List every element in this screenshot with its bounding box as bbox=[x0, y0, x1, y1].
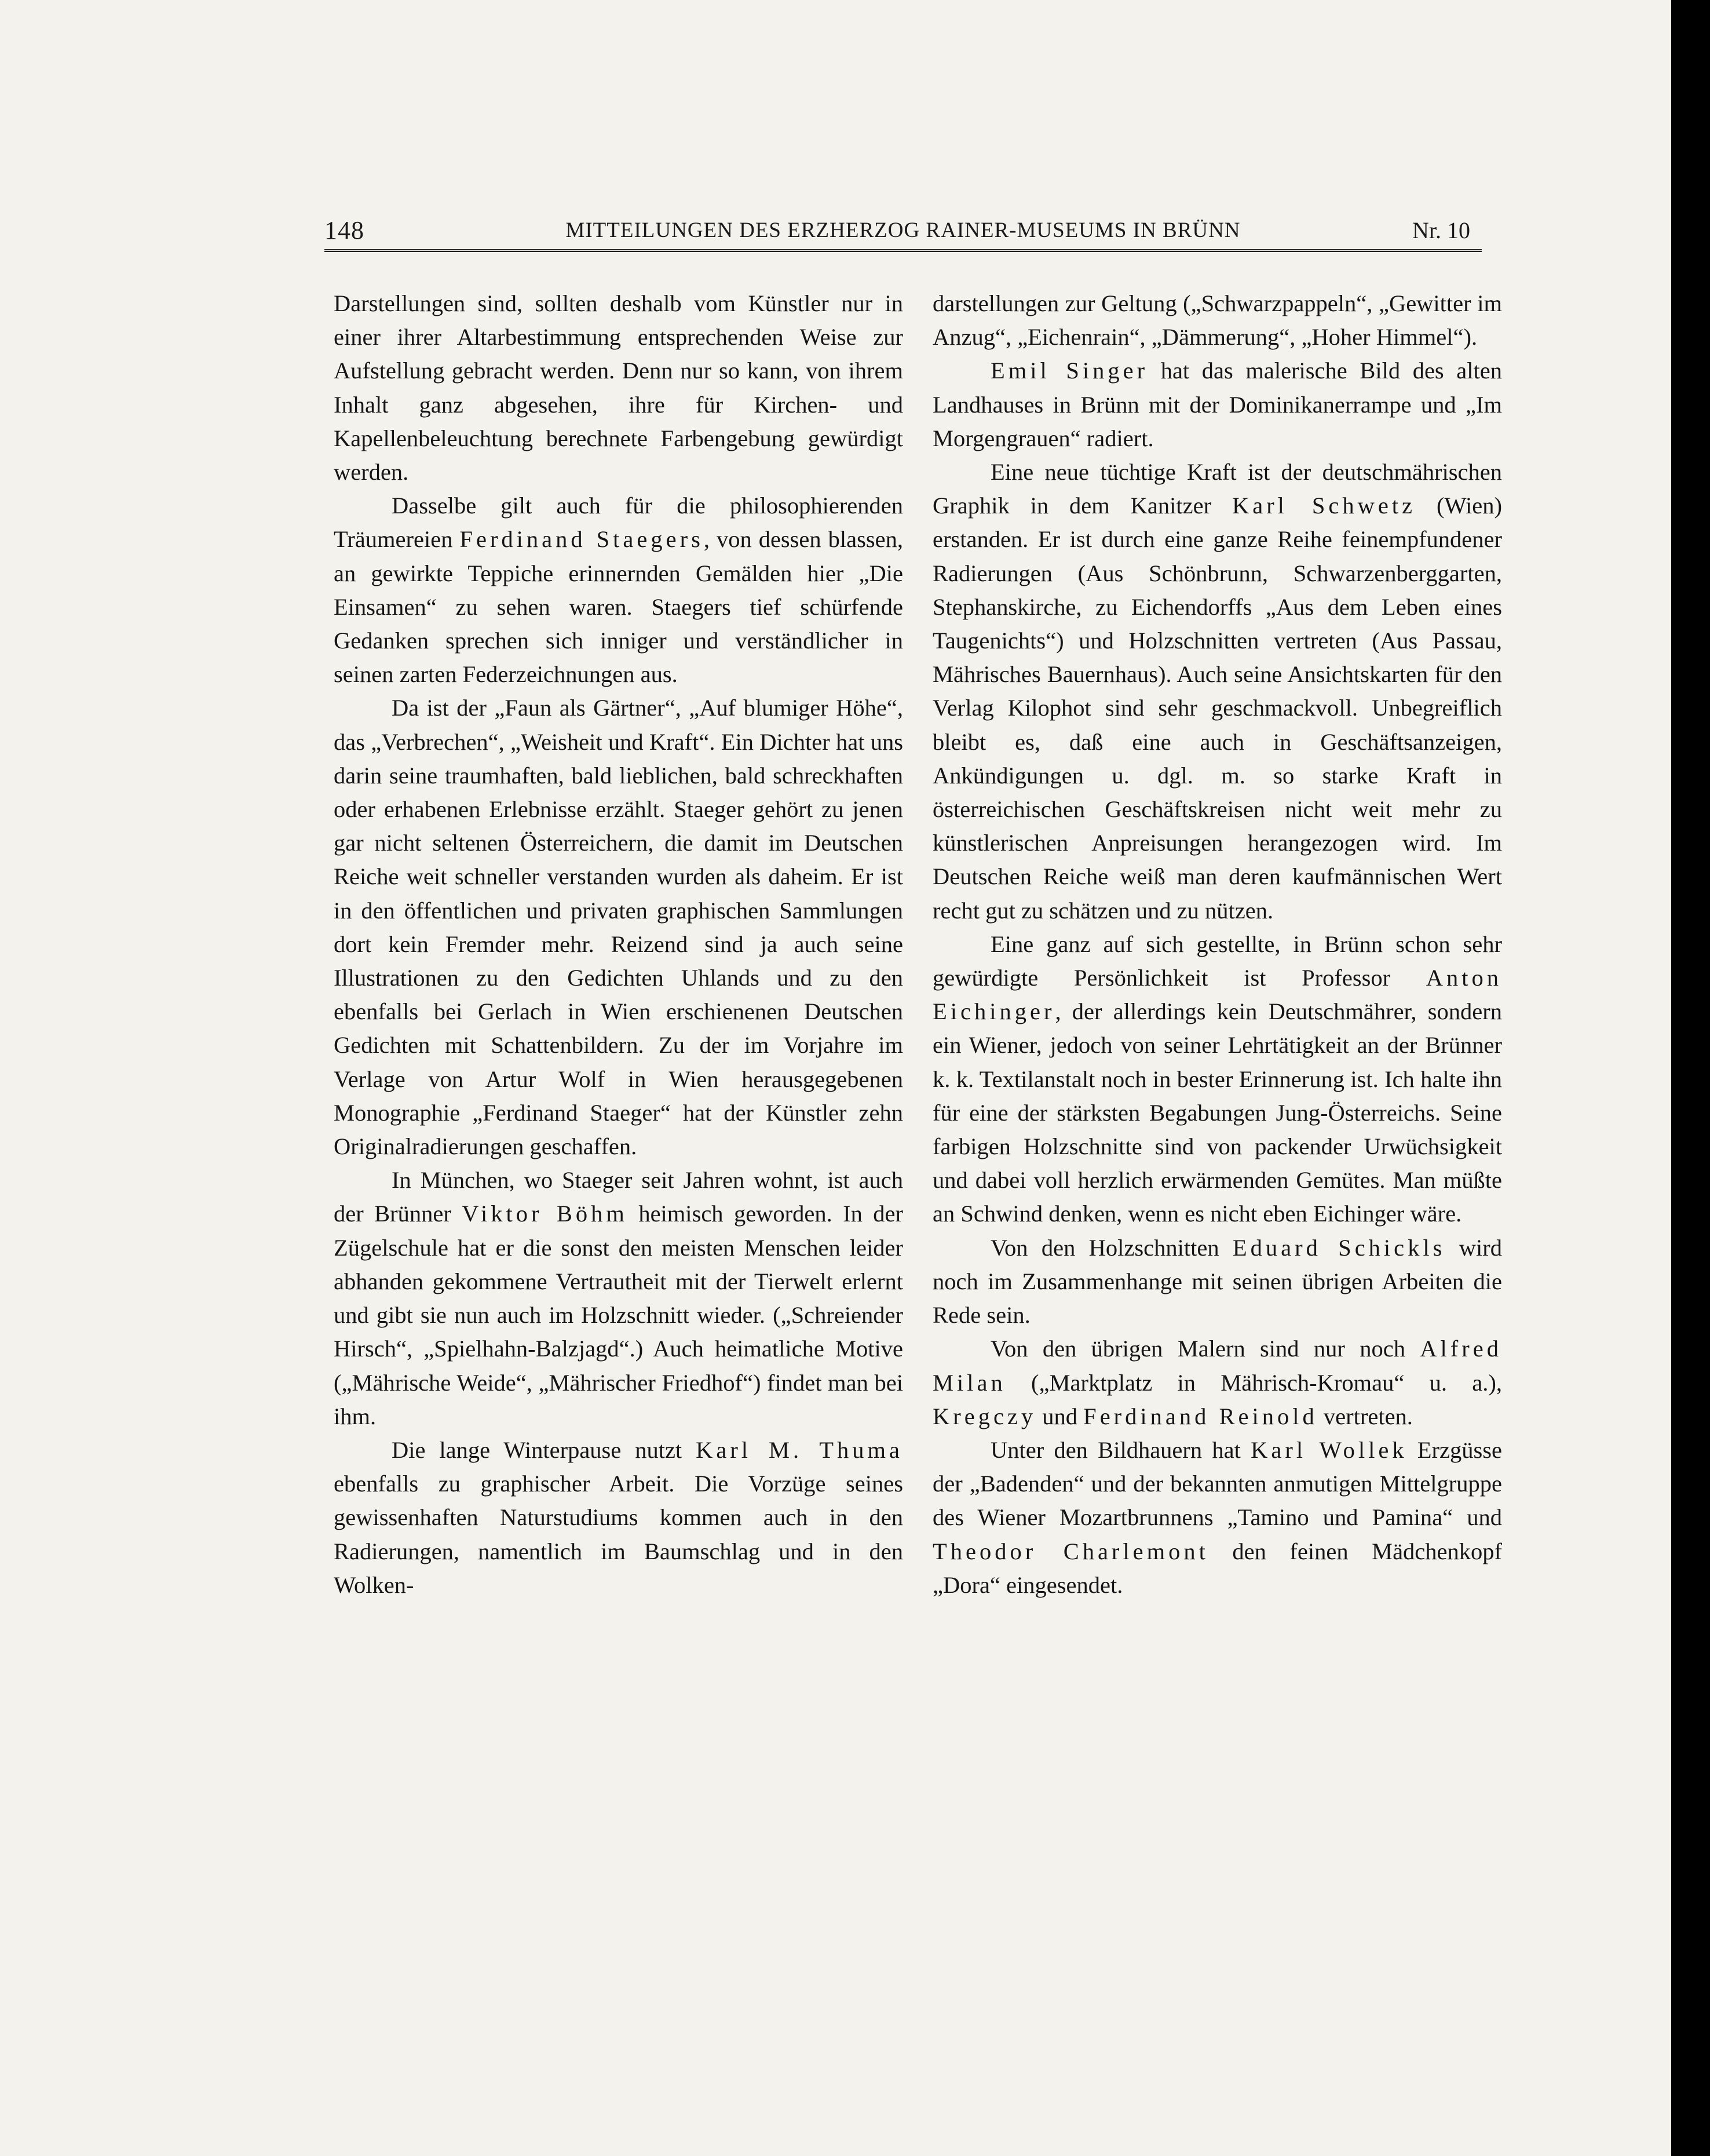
artist-name: Alfred Milan bbox=[933, 1336, 1502, 1396]
paragraph: darstellungen zur Geltung („Schwarzpappeln“, „Gewitter im Anzug“, „Eichenrain“, „Dämmerung“, „Hoher Himmel“). bbox=[933, 290, 1502, 351]
left-column bbox=[334, 287, 903, 1602]
paragraph: Unter den Bildhauern hat Karl Wollek Erzgüsse der „Badenden“ und der bekannten anmutigen Mittelgruppe des Wiener Mozartbrunnens „Tamino und Pamina“ und Theodor Charlemont den feinen Mädchenkopf „Dora“ eingesendet. bbox=[933, 1436, 1503, 1598]
paragraph: Darstellungen sind, sollten deshalb vom Künstler nur in einer ihrer Altarbestimmung entsprechenden Weise zur Aufstellung gebracht werden. Denn nur so kann, von ihrem Inhalt ganz abgesehen, ihre für Kirchen- und Kapellenbeleuchtung berechnete Farbengebung gewürdigt werden. bbox=[334, 290, 903, 486]
artist-name: Viktor Böhm bbox=[462, 1201, 628, 1227]
artist-name: Kregczy bbox=[933, 1403, 1037, 1429]
artist-name: Theodor Charlemont bbox=[933, 1538, 1209, 1564]
paragraph: Die lange Winterpause nutzt Karl M. Thuma ebenfalls zu graphischer Arbeit. Die Vorzüge seines gewissenhaften Naturstudiums kommen auch in den Radierungen, namentlich im Baumschlag und in den Wolken- bbox=[334, 1436, 903, 1598]
paragraph: Von den übrigen Malern sind nur noch Alfred Milan („Marktplatz in Mährisch-Kromau“ u. a.), Kregczy und Ferdinand Reinold vertreten. bbox=[933, 1336, 1502, 1429]
paragraph: Eine ganz auf sich gestellte, in Brünn schon sehr gewürdigte Persönlichkeit ist Professor Anton Eichinger, der allerdings kein Deutschmährer, sondern ein Wiener, jedoch von seiner Lehrtätigkeit an der Brünner k. k. Textilanstalt noch in bester Erinnerung ist. Ich halte ihn für eine der stärksten Begabungen Jung-Österreichs. Seine farbigen Holzschnitte sind von packender Urwüchsigkeit und dabei voll herzlich erwärmenden Gemütes. Man müßte an Schwind denken, wenn es nicht eben Eichinger wäre. bbox=[933, 931, 1502, 1227]
paragraph: In München, wo Staeger seit Jahren wohnt, ist auch der Brünner Viktor Böhm heimisch geworden. In der Zügelschule hat er die sonst den meisten Menschen leider abhanden gekommene Vertrautheit mit der Tierwelt erlernt und gibt sie nun auch im Holzschnitt wieder. („Schreiender Hirsch“, „Spielhahn-Balzjagd“.) Auch heimatliche Motive („Mährische Weide“, „Mährischer Friedhof“) findet man bei ihm. bbox=[334, 1167, 903, 1429]
artist-name: Karl M. Thuma bbox=[696, 1436, 903, 1463]
right-column bbox=[933, 287, 1502, 1602]
artist-name: Anton Eichinger bbox=[933, 965, 1502, 1025]
paragraph: Eine neue tüchtige Kraft ist der deutschmährischen Graphik in dem Kanitzer Karl Schwetz (Wien) erstanden. Er ist durch eine ganze Reihe feinempfundener Radierungen (Aus Schönbrunn, Schwarzenberggarten, Stephanskirche, zu Eichendorffs „Aus dem Leben eines Taugenichts“) und Holzschnitten vertreten (Aus Passau, Mährisches Bauernhaus). Auch seine Ansichtskarten für den Verlag Kilophot sind sehr geschmackvoll. Unbegreiflich bleibt es, daß eine auch in Geschäftsanzeigen, Ankündigungen u. dgl. m. so starke Kraft in österreichischen Geschäftskreisen nicht weit mehr zu künstlerischen Anpreisungen herangezogen wird. Im Deutschen Reiche weiß man deren kaufmännischen Wert recht gut zu schätzen und zu nützen. bbox=[933, 459, 1503, 924]
issue-number: Nr. 10 bbox=[1412, 217, 1470, 243]
journal-title: MITTEILUNGEN DES ERZHERZOG RAINER-MUSEUMS IN BRÜNN bbox=[565, 218, 1241, 242]
paragraph: Da ist der „Faun als Gärtner“, „Auf blumiger Höhe“, das „Verbrechen“, „Weisheit und Kraft“. Ein Dichter hat uns darin seine traumhaften, bald lieblichen, bald schreckhaften oder erhabenen Erlebnisse erzählt. Staeger gehört zu jenen gar nicht seltenen Österreichern, die damit im Deutschen Reiche weit schneller verstanden wurden als daheim. Er ist in den öffentlichen und privaten graphischen Sammlungen dort kein Fremder mehr. Reizend sind ja auch seine Illustrationen zu den Gedichten Uhlands und zu den ebenfalls bei Gerlach in Wien erschienenen Deutschen Gedichten mit Schattenbildern. Zu der im Vorjahre im Verlage von Artur Wolf in Wien herausgegebenen Monographie „Ferdinand Staeger“ hat der Künstler zehn Originalradierungen geschaffen. bbox=[334, 695, 903, 1160]
artist-name: Ferdinand Staegers bbox=[459, 526, 704, 553]
artist-name: Karl Schwetz bbox=[1232, 493, 1416, 519]
paragraph: Dasselbe gilt auch für die philosophierenden Träumereien Ferdinand Staegers, von dessen blassen, an gewirkte Teppiche erinnernden Gemälden hier „Die Einsamen“ zu sehen waren. Staegers tief schürfende Gedanken sprechen sich inniger und verständlicher in seinen zarten Federzeichnungen aus. bbox=[334, 493, 903, 688]
paragraph: Von den Holzschnitten Eduard Schickls wird noch im Zusammenhange mit seinen übrigen Arbeiten die Rede sein. bbox=[933, 1234, 1502, 1329]
running-header bbox=[324, 216, 1482, 252]
page-number: 148 bbox=[324, 216, 364, 245]
artist-name: Emil Singer bbox=[991, 357, 1149, 384]
paragraph: Emil Singer hat das malerische Bild des alten Landhauses in Brünn mit der Dominikanerrampe und „Im Morgengrauen“ radiert. bbox=[933, 357, 1502, 451]
artist-name: Eduard Schickls bbox=[1232, 1234, 1446, 1261]
artist-name: Karl Wollek bbox=[1251, 1436, 1408, 1463]
artist-name: Ferdinand Reinold bbox=[1083, 1403, 1318, 1429]
